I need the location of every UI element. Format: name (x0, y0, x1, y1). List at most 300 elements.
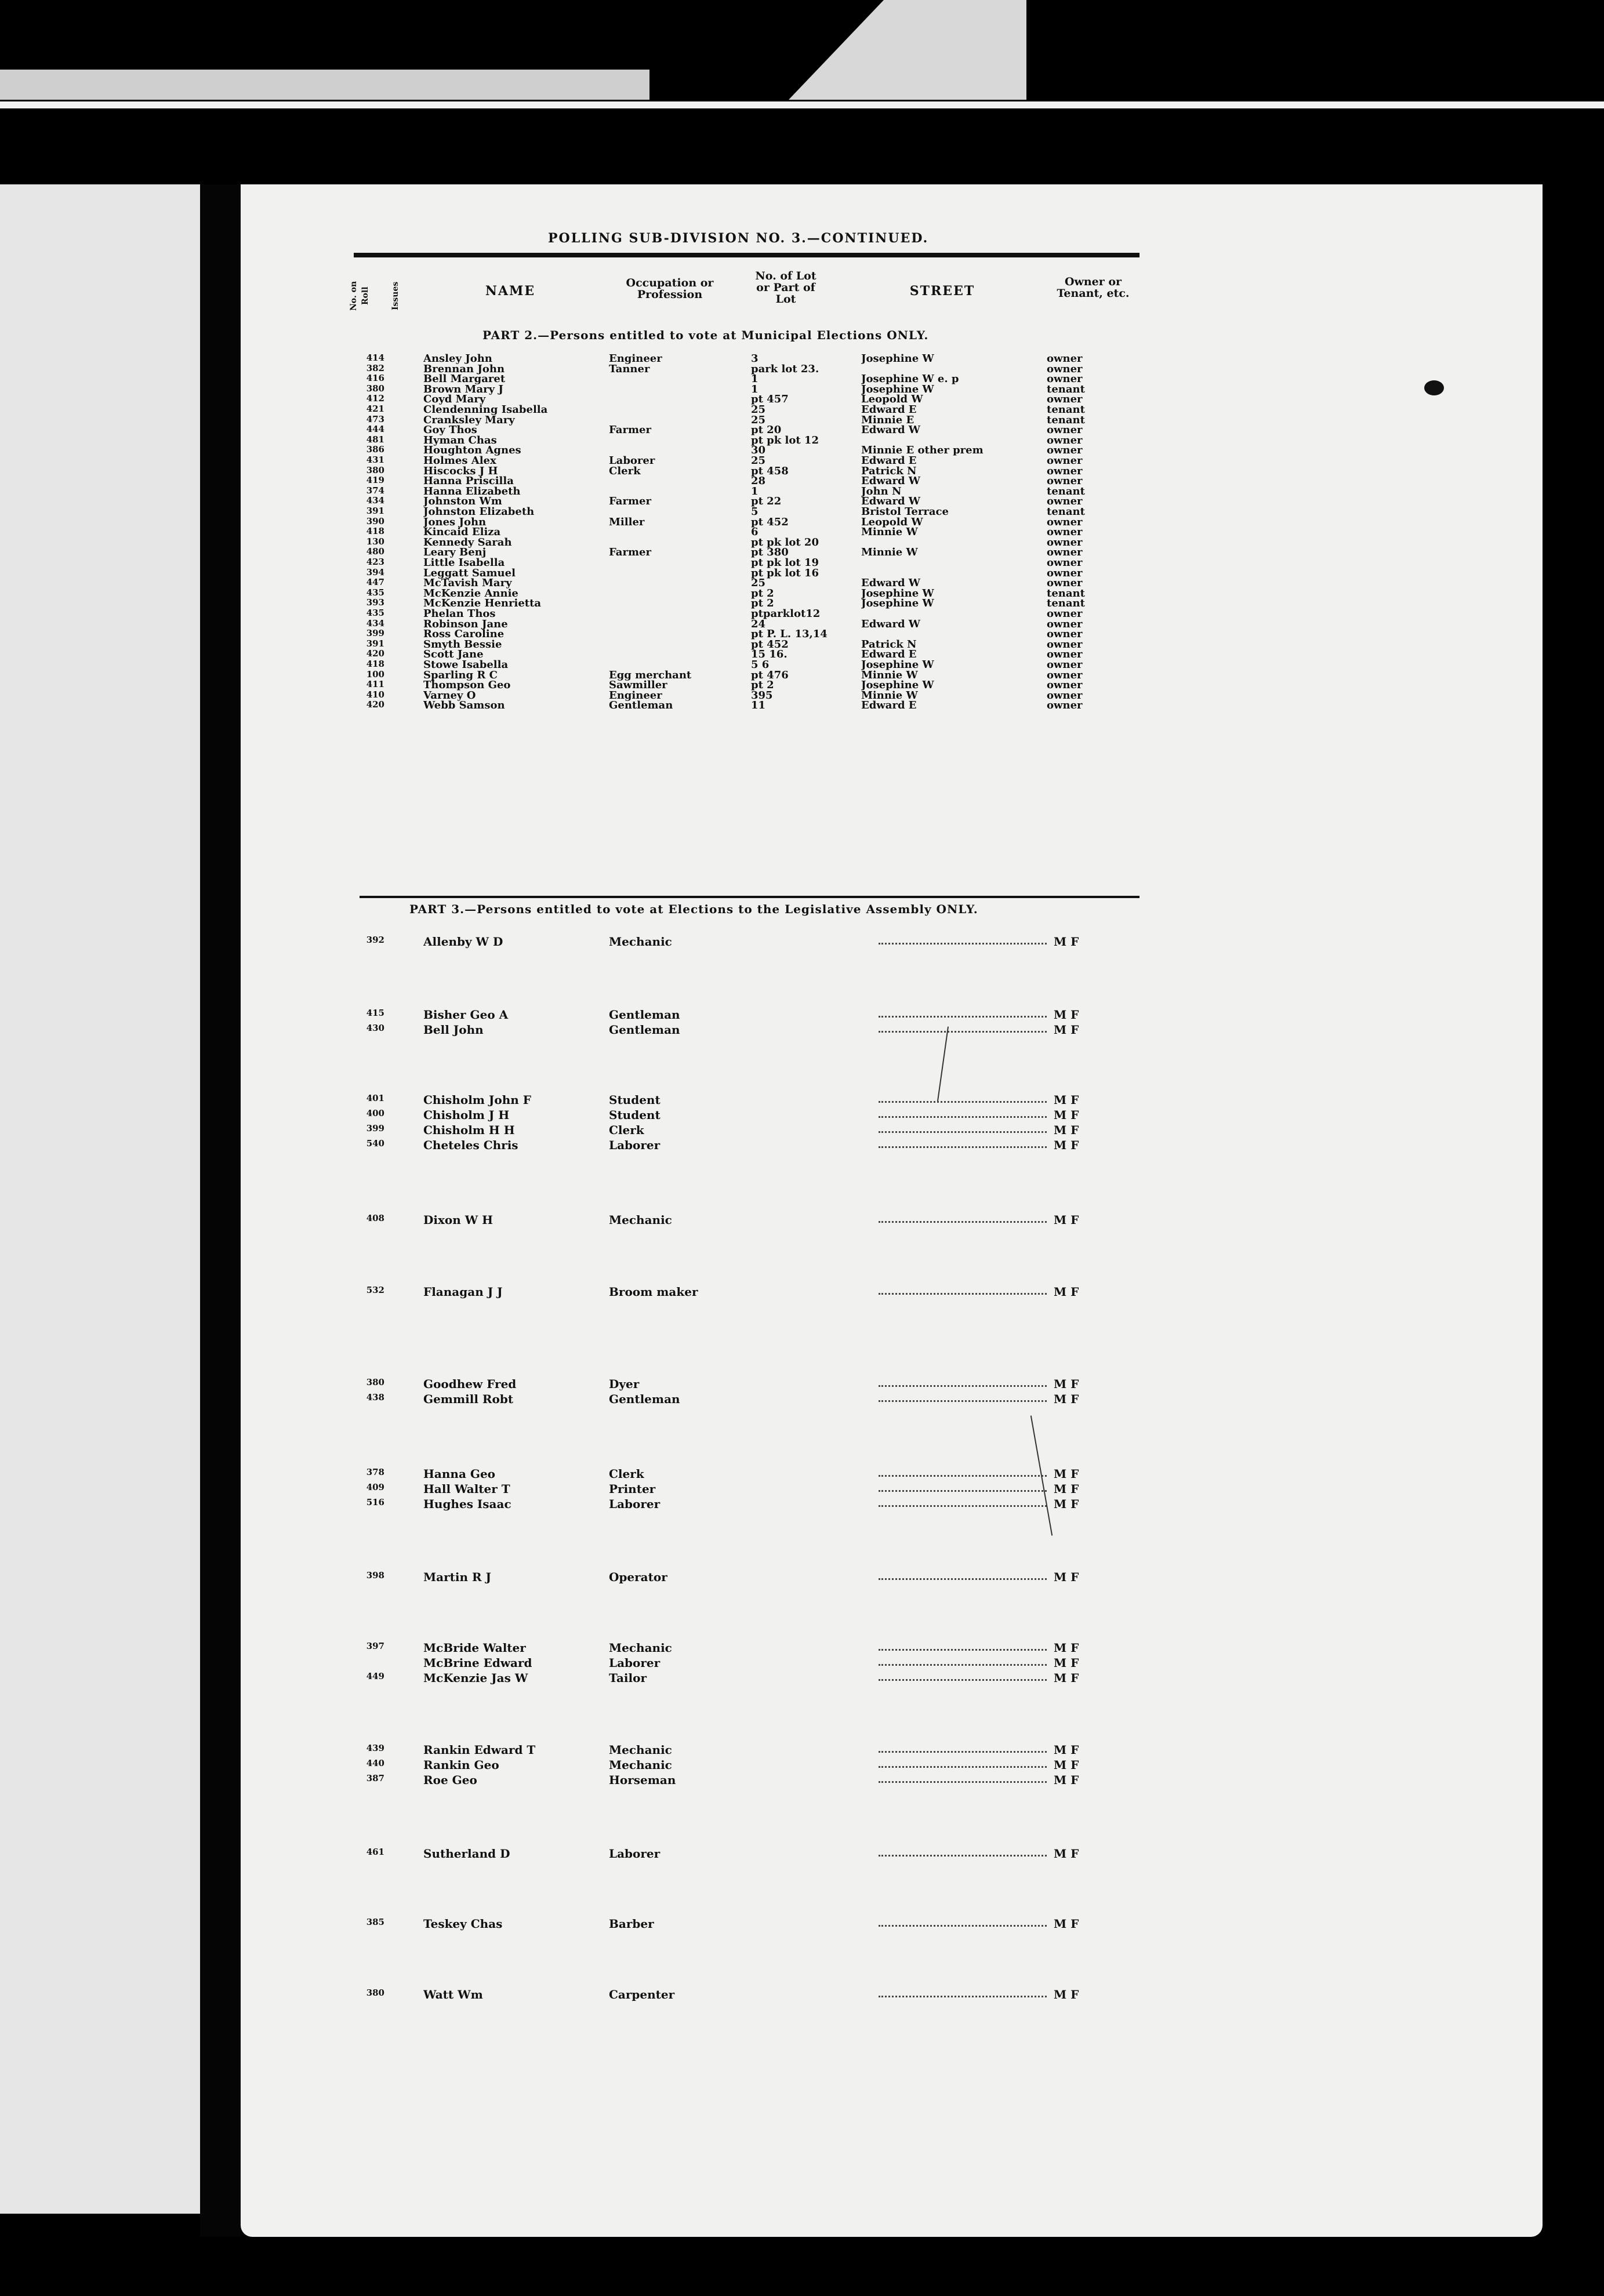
lot-number: 25 (751, 455, 766, 467)
lot-number: pt 2 (751, 597, 774, 610)
owner-status: owner (1047, 659, 1083, 671)
owner-status: owner (1047, 393, 1083, 406)
roll-number: 418 (366, 526, 384, 537)
street: Patrick N (861, 638, 917, 651)
voter-name: Hanna Priscilla (423, 475, 514, 488)
voter-name: Kincaid Eliza (423, 526, 501, 539)
voter-name: Roe Geo (423, 1773, 477, 1787)
lot-number: 30 (751, 444, 766, 457)
owner-status: owner (1047, 373, 1083, 386)
roll-number: 392 (366, 935, 384, 945)
owner-status: owner (1047, 648, 1083, 661)
column-header-name: NAME (485, 284, 536, 299)
street: Minnie W (861, 526, 918, 539)
lot-number: pt 452 (751, 638, 789, 651)
voter-name: Bell Margaret (423, 373, 506, 386)
voter-name: Robinson Jane (423, 617, 508, 630)
street: Edward E (861, 455, 917, 467)
voter-name: Allenby W D (423, 935, 503, 949)
owner-status: owner (1047, 515, 1083, 528)
roll-number: 414 (366, 353, 384, 363)
lot-number: 15 16. (751, 648, 788, 661)
roll-number: 130 (366, 536, 384, 547)
voter-name: Rankin Edward T (423, 1743, 536, 1757)
occupation: Carpenter (609, 1988, 675, 2001)
street: Edward W (861, 475, 921, 488)
lot-number: 11 (751, 699, 766, 712)
occupation: Horseman (609, 1773, 676, 1787)
occupation: Mechanic (609, 1758, 672, 1772)
leader-dots (879, 1656, 1047, 1666)
street: Josephine W (861, 659, 934, 671)
leader-dots (879, 1467, 1047, 1477)
roll-number: 419 (366, 475, 384, 486)
book-gutter (200, 184, 241, 2248)
ink-blot (1424, 380, 1444, 395)
leader-dots (879, 1108, 1047, 1118)
voter-name: Coyd Mary (423, 393, 486, 406)
roll-number: 398 (366, 1570, 384, 1581)
street: Bristol Terrace (861, 506, 949, 518)
leader-dots (879, 1847, 1047, 1857)
lot-number: 24 (751, 617, 766, 630)
voter-class: M F (1054, 1213, 1079, 1227)
occupation: Gentleman (609, 1392, 680, 1406)
occupation: Gentleman (609, 1008, 680, 1022)
voter-class: M F (1054, 1758, 1079, 1772)
roll-number: 410 (366, 689, 384, 700)
voter-class: M F (1054, 1988, 1079, 2001)
owner-status: tenant (1047, 404, 1085, 416)
lot-number: 25 (751, 413, 766, 426)
occupation: Farmer (609, 424, 651, 437)
street: Josephine W (861, 679, 934, 692)
leader-dots (879, 1123, 1047, 1133)
voter-class: M F (1054, 1570, 1079, 1584)
owner-status: owner (1047, 669, 1083, 681)
voter-name: Flanagan J J (423, 1285, 503, 1299)
street: Edward E (861, 699, 917, 712)
voter-name: Smyth Bessie (423, 638, 502, 651)
scan-bottom-border (0, 2237, 1604, 2296)
occupation: Laborer (609, 455, 655, 467)
roll-number: 447 (366, 577, 384, 588)
owner-status: owner (1047, 679, 1083, 692)
occupation: Farmer (609, 495, 651, 508)
voter-class: M F (1054, 1917, 1079, 1931)
street: John N (861, 485, 902, 497)
leader-dots (879, 1285, 1047, 1295)
occupation: Sawmiller (609, 679, 667, 692)
street: Patrick N (861, 464, 917, 477)
roll-number: 385 (366, 1917, 384, 1927)
occupation: Laborer (609, 1497, 661, 1511)
occupation: Mechanic (609, 1641, 672, 1655)
roll-number: 380 (366, 1988, 384, 1998)
voter-class: M F (1054, 1773, 1079, 1787)
leader-dots (879, 1988, 1047, 1997)
owner-status: owner (1047, 689, 1083, 702)
voter-name: Kennedy Sarah (423, 536, 512, 548)
roll-number: 435 (366, 587, 384, 598)
street: Minnie W (861, 669, 918, 681)
voter-name: Holmes Alex (423, 455, 496, 467)
roll-number: 409 (366, 1482, 384, 1492)
occupation: Student (609, 1108, 661, 1122)
roll-number: 418 (366, 659, 384, 669)
voter-class: M F (1054, 1743, 1079, 1757)
voter-name: Johnston Elizabeth (423, 506, 535, 518)
lot-number: pt 458 (751, 464, 789, 477)
owner-status: owner (1047, 434, 1083, 446)
roll-number: 380 (366, 383, 384, 394)
lot-number: 1 (751, 383, 759, 395)
roll-number: 391 (366, 638, 384, 649)
street: Edward E (861, 404, 917, 416)
voter-class: M F (1054, 935, 1079, 949)
owner-status: owner (1047, 546, 1083, 559)
roll-number: 430 (366, 1023, 384, 1033)
occupation: Farmer (609, 546, 651, 559)
lot-number: pt 2 (751, 587, 774, 600)
voter-name: Sutherland D (423, 1847, 510, 1861)
voter-name: Martin R J (423, 1570, 492, 1584)
lot-number: 5 6 (751, 659, 770, 671)
voter-name: Houghton Agnes (423, 444, 521, 457)
occupation: Clerk (609, 464, 641, 477)
lot-number: pt 380 (751, 546, 789, 559)
voter-name: McKenzie Henrietta (423, 597, 542, 610)
lot-number: 25 (751, 577, 766, 590)
roll-number: 391 (366, 506, 384, 516)
roll-number: 440 (366, 1758, 384, 1768)
occupation: Egg merchant (609, 669, 692, 681)
scan-black-band (0, 108, 1604, 183)
voter-name: McBride Walter (423, 1641, 526, 1655)
occupation: Engineer (609, 353, 662, 365)
lot-number: 25 (751, 404, 766, 416)
roll-number: 516 (366, 1497, 384, 1507)
voter-name: Brown Mary J (423, 383, 503, 395)
voter-name: Goy Thos (423, 424, 477, 437)
occupation: Barber (609, 1917, 654, 1931)
occupation: Broom maker (609, 1285, 698, 1299)
occupation: Laborer (609, 1138, 661, 1152)
leader-dots (879, 1482, 1047, 1492)
voter-name: Jones John (423, 515, 487, 528)
column-header-issues: Issues (391, 281, 400, 310)
voter-class: M F (1054, 1008, 1079, 1022)
lot-number: ptparklot12 (751, 608, 821, 620)
lot-number: pt pk lot 20 (751, 536, 819, 548)
voter-class: M F (1054, 1285, 1079, 1299)
roll-number: 386 (366, 444, 384, 455)
street: Edward W (861, 424, 921, 437)
voter-name: Hanna Elizabeth (423, 485, 521, 497)
lot-number: 1 (751, 485, 759, 497)
owner-status: owner (1047, 628, 1083, 641)
roll-number: 421 (366, 404, 384, 414)
column-header-no-on-roll: No. on Roll (349, 281, 370, 311)
voter-name: Rankin Geo (423, 1758, 499, 1772)
column-header-street: STREET (909, 284, 975, 299)
leader-dots (879, 1758, 1047, 1768)
voter-name: Varney O (423, 689, 476, 702)
roll-number: 435 (366, 608, 384, 618)
voter-name: McKenzie Annie (423, 587, 518, 600)
voter-class: M F (1054, 1467, 1079, 1481)
roll-number: 461 (366, 1847, 384, 1857)
leader-dots (879, 1570, 1047, 1580)
occupation: Dyer (609, 1377, 640, 1391)
owner-status: owner (1047, 557, 1083, 569)
leader-dots (879, 1743, 1047, 1753)
voter-class: M F (1054, 1392, 1079, 1406)
roll-number: 540 (366, 1138, 384, 1149)
voter-name: McKenzie Jas W (423, 1671, 528, 1685)
street: Edward W (861, 495, 921, 508)
voter-name: Stowe Isabella (423, 659, 509, 671)
voter-name: Dixon W H (423, 1213, 493, 1227)
voter-name: Gemmill Robt (423, 1392, 514, 1406)
roll-number: 444 (366, 424, 384, 435)
leader-dots (879, 1138, 1047, 1148)
street: Edward W (861, 577, 921, 590)
leader-dots (879, 1917, 1047, 1927)
lot-number: pt 476 (751, 669, 789, 681)
voter-name: Hughes Isaac (423, 1497, 511, 1511)
part3-heading: PART 3.—Persons entitled to vote at Elections to the Legislative Assembly ONLY. (409, 902, 978, 916)
roll-number: 412 (366, 393, 384, 404)
roll-number: 100 (366, 669, 384, 680)
roll-number: 378 (366, 1467, 384, 1477)
voter-name: Hyman Chas (423, 434, 497, 446)
occupation: Tanner (609, 362, 650, 375)
street: Minnie E other prem (861, 444, 984, 457)
voter-name: Hall Walter T (423, 1482, 510, 1496)
voter-name: Ansley John (423, 353, 492, 365)
owner-status: tenant (1047, 383, 1085, 395)
lot-number: 5 (751, 506, 759, 518)
voter-class: M F (1054, 1641, 1079, 1655)
leader-dots (879, 1377, 1047, 1387)
voter-name: Chisholm John F (423, 1093, 531, 1107)
voter-name: Clendenning Isabella (423, 404, 548, 416)
roll-number: 415 (366, 1008, 384, 1018)
roll-number: 420 (366, 648, 384, 659)
occupation: Mechanic (609, 1213, 672, 1227)
leader-dots (879, 935, 1047, 944)
owner-status: tenant (1047, 506, 1085, 518)
previous-page-strip (0, 70, 649, 100)
lot-number: 395 (751, 689, 773, 702)
roll-number: 411 (366, 679, 384, 690)
street: Leopold W (861, 515, 923, 528)
occupation: Laborer (609, 1847, 661, 1861)
lot-number: pt 20 (751, 424, 782, 437)
owner-status: owner (1047, 362, 1083, 375)
roll-number: 449 (366, 1671, 384, 1681)
roll-number: 473 (366, 413, 384, 424)
roll-number: 434 (366, 495, 384, 506)
owner-status: owner (1047, 455, 1083, 467)
roll-number: 438 (366, 1392, 384, 1403)
voter-name: Leggatt Samuel (423, 566, 516, 579)
voter-class: M F (1054, 1497, 1079, 1511)
street: Edward W (861, 617, 921, 630)
occupation: Tailor (609, 1671, 647, 1685)
owner-status: tenant (1047, 587, 1085, 600)
street: Josephine W (861, 383, 934, 395)
owner-status: owner (1047, 577, 1083, 590)
street: Edward E (861, 648, 917, 661)
voter-class: M F (1054, 1093, 1079, 1107)
roll-number: 382 (366, 362, 384, 373)
lot-number: pt 452 (751, 515, 789, 528)
voter-name: Bell John (423, 1023, 484, 1037)
lot-number: 28 (751, 475, 766, 488)
voter-class: M F (1054, 1656, 1079, 1670)
roll-number: 397 (366, 1641, 384, 1651)
roll-number: 408 (366, 1213, 384, 1223)
voter-name: Ross Caroline (423, 628, 505, 641)
voter-name: Chisholm J H (423, 1108, 510, 1122)
roll-number: 394 (366, 566, 384, 577)
voter-name: Webb Samson (423, 699, 505, 712)
roll-number: 439 (366, 1743, 384, 1753)
header-rule (354, 253, 1140, 257)
voter-name: Scott Jane (423, 648, 484, 661)
owner-status: owner (1047, 475, 1083, 488)
occupation: Miller (609, 515, 645, 528)
voter-class: M F (1054, 1023, 1079, 1037)
roll-number: 380 (366, 464, 384, 475)
lot-number: pt pk lot 19 (751, 557, 819, 569)
owner-status: owner (1047, 566, 1083, 579)
voter-name: Chisholm H H (423, 1123, 515, 1137)
roll-number: 380 (366, 1377, 384, 1387)
voter-name: Goodhew Fred (423, 1377, 517, 1391)
owner-status: owner (1047, 638, 1083, 651)
voter-name: Bisher Geo A (423, 1008, 509, 1022)
owner-status: owner (1047, 699, 1083, 712)
occupation: Engineer (609, 689, 662, 702)
street: Minnie W (861, 689, 918, 702)
roll-number: 401 (366, 1093, 384, 1103)
leader-dots (879, 1008, 1047, 1018)
facing-page-edge (0, 184, 200, 2214)
occupation: Laborer (609, 1656, 661, 1670)
street: Josephine W (861, 587, 934, 600)
scan-right-border (1543, 184, 1604, 2296)
voter-name: Thompson Geo (423, 679, 511, 692)
voter-name: Cranksley Mary (423, 413, 515, 426)
voter-name: Leary Benj (423, 546, 487, 559)
occupation: Mechanic (609, 935, 672, 949)
occupation: Clerk (609, 1467, 644, 1481)
voter-name: Johnston Wm (423, 495, 502, 508)
voter-name: Watt Wm (423, 1988, 483, 2001)
roll-number: 481 (366, 434, 384, 445)
leader-dots (879, 1093, 1047, 1103)
roll-number: 393 (366, 597, 384, 608)
scan-edge-line (0, 101, 1604, 108)
occupation: Printer (609, 1482, 656, 1496)
leader-dots (879, 1213, 1047, 1223)
lot-number: pt pk lot 12 (751, 434, 819, 446)
owner-status: owner (1047, 495, 1083, 508)
occupation: Gentleman (609, 1023, 680, 1037)
leader-dots (879, 1773, 1047, 1783)
lot-number: 3 (751, 353, 759, 365)
occupation: Gentleman (609, 699, 673, 712)
leader-dots (879, 1671, 1047, 1681)
roll-number: 434 (366, 617, 384, 629)
column-header-lot: No. of Lot or Part of Lot (755, 270, 816, 306)
owner-status: tenant (1047, 413, 1085, 426)
owner-status: owner (1047, 353, 1083, 365)
voter-name: McTavish Mary (423, 577, 512, 590)
street: Josephine W (861, 353, 934, 365)
street: Josephine W (861, 597, 934, 610)
owner-status: owner (1047, 536, 1083, 548)
owner-status: owner (1047, 444, 1083, 457)
voter-class: M F (1054, 1138, 1079, 1152)
lot-number: 1 (751, 373, 759, 386)
leader-dots (879, 1497, 1047, 1507)
roll-number: 399 (366, 628, 384, 639)
lot-number: pt 2 (751, 679, 774, 692)
voter-class: M F (1054, 1108, 1079, 1122)
occupation: Clerk (609, 1123, 644, 1137)
street: Minnie E (861, 413, 915, 426)
voter-name: Brennan John (423, 362, 505, 375)
voter-class: M F (1054, 1671, 1079, 1685)
leader-dots (879, 1641, 1047, 1651)
voter-name: McBrine Edward (423, 1656, 532, 1670)
roll-number: 431 (366, 455, 384, 465)
owner-status: owner (1047, 464, 1083, 477)
lot-number: pt P. L. 13,14 (751, 628, 828, 641)
roll-number: 374 (366, 485, 384, 496)
column-header-owner: Owner or Tenant, etc. (1057, 275, 1130, 300)
owner-status: owner (1047, 424, 1083, 437)
roll-number: 480 (366, 546, 384, 557)
owner-status: tenant (1047, 485, 1085, 497)
roll-number: 532 (366, 1285, 384, 1295)
voter-name: Little Isabella (423, 557, 505, 569)
roll-number: 387 (366, 1773, 384, 1783)
roll-number: 420 (366, 699, 384, 710)
lot-number: 6 (751, 526, 759, 539)
owner-status: tenant (1047, 597, 1085, 610)
street: Josephine W e. p (861, 373, 959, 386)
leader-dots (879, 1392, 1047, 1402)
leader-dots (879, 1023, 1047, 1033)
voter-name: Teskey Chas (423, 1917, 503, 1931)
lot-number: park lot 23. (751, 362, 819, 375)
owner-status: owner (1047, 526, 1083, 539)
roll-number: 400 (366, 1108, 384, 1118)
occupation: Mechanic (609, 1743, 672, 1757)
occupation: Operator (609, 1570, 667, 1584)
owner-status: owner (1047, 608, 1083, 620)
column-header-occupation: Occupation or Profession (626, 277, 714, 301)
voter-name: Phelan Thos (423, 608, 496, 620)
part2-heading: PART 2.—Persons entitled to vote at Municipal Elections ONLY. (482, 328, 929, 342)
part2-end-rule (360, 896, 1140, 898)
page-title: POLLING SUB-DIVISION NO. 3.—CONTINUED. (548, 231, 929, 246)
